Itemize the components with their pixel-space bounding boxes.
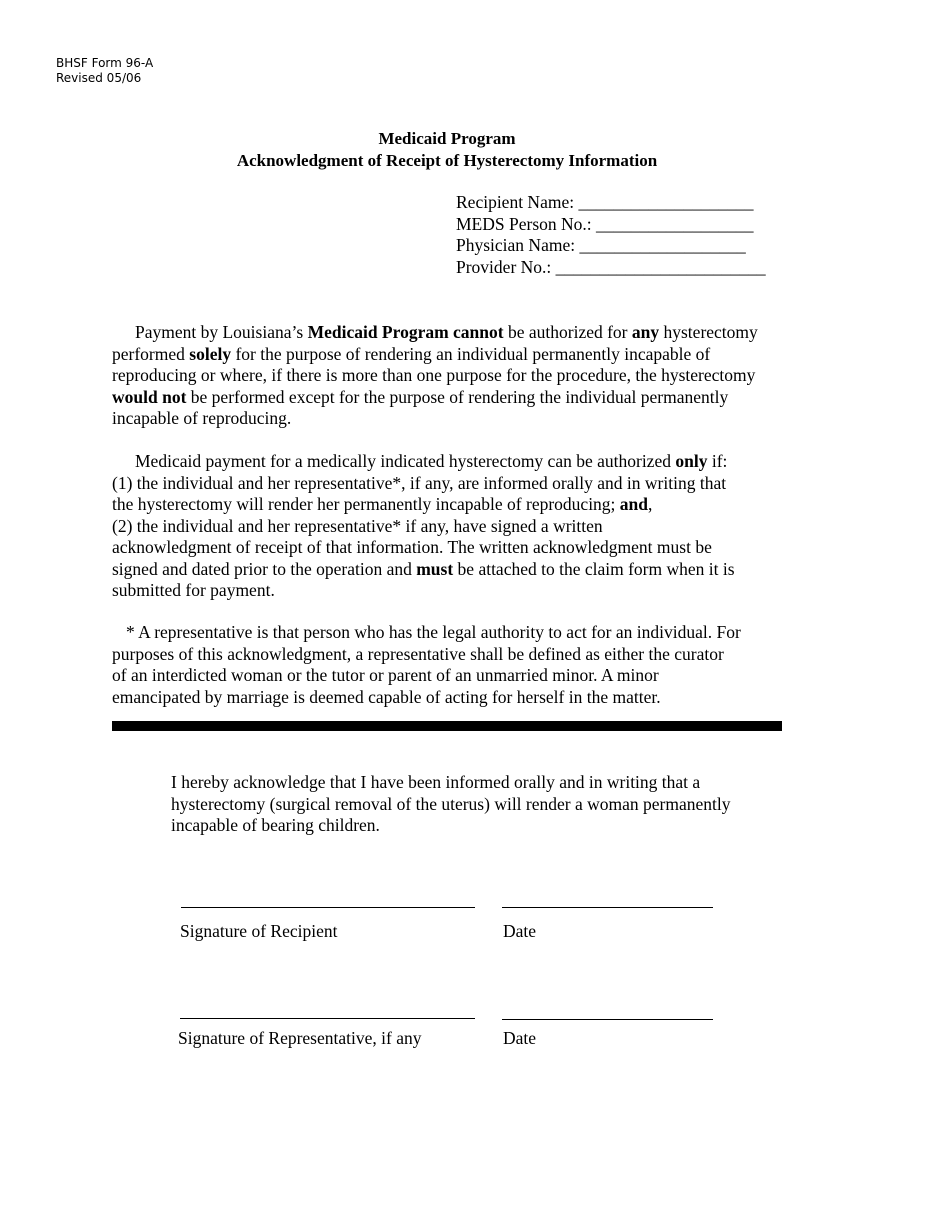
text-line: incapable of reproducing. xyxy=(112,408,292,428)
field-blank[interactable]: ___________________ xyxy=(579,235,746,255)
representative-signature-line[interactable] xyxy=(180,1018,475,1019)
text-line xyxy=(112,344,812,366)
text-line: hysterectomy (surgical removal of the uterus) will render a woman permanently xyxy=(171,793,731,814)
text-line: incapable of bearing children. xyxy=(171,815,380,835)
provider-number-field[interactable] xyxy=(456,257,766,279)
bold-text: must xyxy=(416,558,454,579)
text-line xyxy=(112,451,812,473)
text-line: of an interdicted woman or the tutor or parent of an unmarried minor. A minor xyxy=(112,665,659,685)
authorization-conditions-paragraph xyxy=(112,451,812,602)
field-blank[interactable]: ____________________ xyxy=(578,192,754,212)
acknowledgment-statement xyxy=(171,772,731,837)
text-run: Payment by Louisiana’s xyxy=(135,322,308,342)
physician-name-field[interactable] xyxy=(456,235,766,257)
text-run: performed xyxy=(112,343,190,364)
text-line: purposes of this acknowledgment, a representative shall be defined as either the curator xyxy=(112,643,724,664)
representative-definition-paragraph xyxy=(112,622,812,708)
text-run: , xyxy=(648,494,653,514)
text-line: emancipated by marriage is deemed capable of acting for herself in the matter. xyxy=(112,686,661,707)
payment-restriction-paragraph xyxy=(112,322,812,430)
text-line: (1) the individual and her representative*, if any, are informed orally and in writing that xyxy=(112,472,727,493)
page-title: Medicaid Program xyxy=(378,129,516,148)
recipient-date-label: Date xyxy=(503,921,537,941)
bold-text: solely xyxy=(189,343,232,364)
field-label: Recipient Name: xyxy=(456,192,575,212)
recipient-signature-line[interactable] xyxy=(181,907,475,908)
bold-text: and xyxy=(619,494,649,514)
representative-date-label: Date xyxy=(503,1028,537,1048)
page-subtitle: Acknowledgment of Receipt of Hysterectomy Information xyxy=(236,151,658,170)
form-identifier xyxy=(56,56,153,86)
text-line: reproducing or where, if there is more than one purpose for the procedure, the hysterectomy xyxy=(112,365,756,385)
field-label: Provider No.: xyxy=(456,256,552,277)
field-blank[interactable]: __________________ xyxy=(596,213,754,234)
text-line xyxy=(112,559,812,581)
form-revision-date: Revised 05/06 xyxy=(56,71,142,85)
section-divider xyxy=(112,721,782,731)
field-label: MEDS Person No.: xyxy=(456,213,592,234)
text-line xyxy=(112,387,812,409)
representative-signature-label: Signature of Representative, if any xyxy=(178,1028,422,1048)
bold-text: any xyxy=(631,322,660,342)
field-blank[interactable]: ________________________ xyxy=(555,256,766,277)
text-run: be authorized for xyxy=(503,322,632,342)
text-line: * A representative is that person who has the legal authority to act for an individual. For xyxy=(126,622,741,642)
text-line: acknowledgment of receipt of that information. The written acknowledgment must be xyxy=(112,537,712,557)
text-line: I hereby acknowledge that I have been informed orally and in writing that a xyxy=(171,772,701,792)
text-run: the hysterectomy will render her permanently incapable of reproducing; xyxy=(112,494,620,514)
text-run: signed and dated prior to the operation and xyxy=(112,558,417,579)
recipient-signature-label: Signature of Recipient xyxy=(180,921,338,941)
recipient-name-field[interactable] xyxy=(456,192,766,214)
text-run: if: xyxy=(707,451,728,471)
text-run: Medicaid payment for a medically indicated hysterectomy can be authorized xyxy=(135,451,676,471)
text-run: be performed except for the purpose of rendering the individual permanently xyxy=(186,386,729,407)
text-run: for the purpose of rendering an individual permanently incapable of xyxy=(231,343,711,364)
representative-date-line[interactable] xyxy=(502,1019,713,1020)
text-line: (2) the individual and her representative* if any, have signed a written xyxy=(112,515,603,536)
bold-text: Medicaid Program cannot xyxy=(307,322,504,342)
text-line xyxy=(112,494,812,516)
text-line: submitted for payment. xyxy=(112,580,275,600)
text-run: be attached to the claim form when it is xyxy=(453,558,735,579)
text-run: hysterectomy xyxy=(659,322,758,342)
meds-person-number-field[interactable] xyxy=(456,214,766,236)
header-fields xyxy=(456,192,766,278)
recipient-date-line[interactable] xyxy=(502,907,713,908)
field-label: Physician Name: xyxy=(456,235,576,255)
bold-text: only xyxy=(675,451,708,471)
form-number: BHSF Form 96-A xyxy=(56,56,154,70)
text-line xyxy=(112,322,812,344)
bold-text: would not xyxy=(112,386,187,407)
